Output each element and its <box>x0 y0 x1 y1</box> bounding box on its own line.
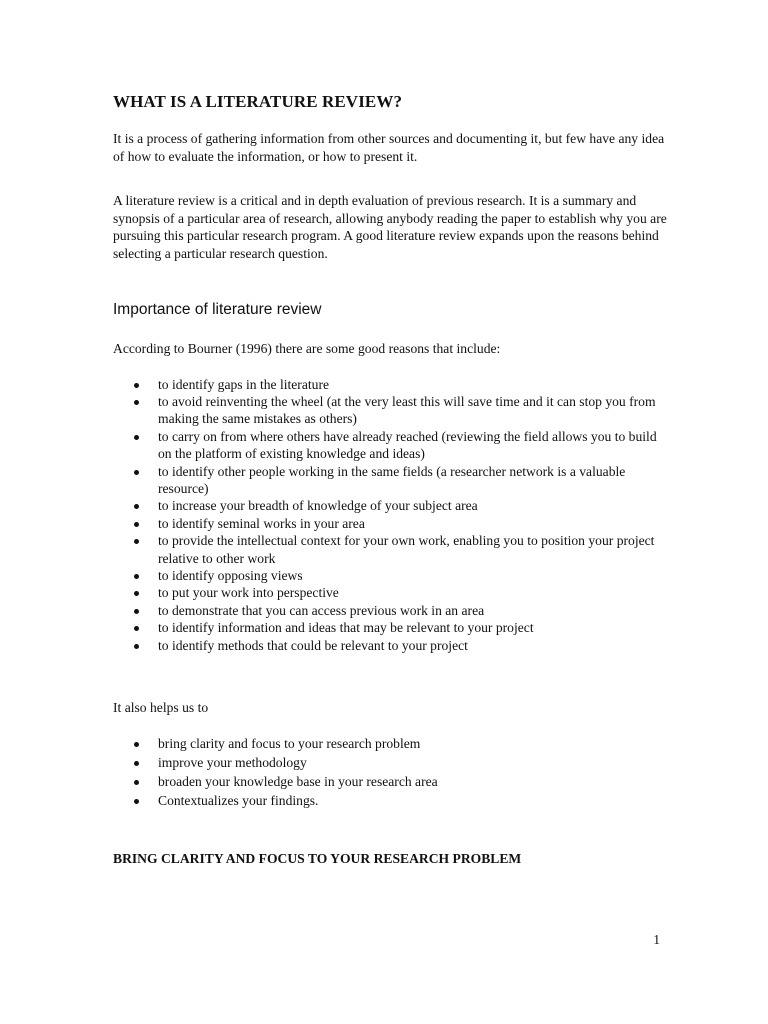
list-item-text: to identify opposing views <box>158 567 303 583</box>
list-item-text: broaden your knowledge base in your research area <box>158 773 438 789</box>
bullet-icon <box>134 470 139 475</box>
list-item-text: to put your work into perspective <box>158 585 339 601</box>
bullet-icon <box>134 574 139 579</box>
bullet-icon <box>134 799 139 804</box>
list-item-text: to demonstrate that you can access previous work in an area <box>158 602 485 618</box>
page-number: 1 <box>653 932 660 947</box>
list-item <box>113 602 673 619</box>
intro-paragraph: It is a process of gathering information from other sources and documenting it, but few have any idea of how to evaluate the information, or how to present it. <box>113 131 665 164</box>
list-item-text: Contextualizes your findings. <box>158 792 319 808</box>
document-title: WHAT IS A LITERATURE REVIEW? <box>113 92 403 111</box>
list-item <box>113 734 673 753</box>
list-item <box>113 791 673 810</box>
list-item <box>113 637 673 654</box>
list-item <box>113 567 673 584</box>
list-item <box>113 619 673 636</box>
list-item-text: to provide the intellectual context for your own work, enabling you to position your project relative to other work <box>158 533 655 566</box>
bullet-icon <box>134 504 139 509</box>
bullet-icon <box>134 644 139 649</box>
list-item-text: to identify seminal works in your area <box>158 515 365 531</box>
bullet-icon <box>134 522 139 527</box>
list-item <box>113 428 673 463</box>
bullet-icon <box>134 609 139 614</box>
list-item <box>113 584 673 601</box>
bullet-icon <box>134 383 139 388</box>
list-item <box>113 393 673 428</box>
list-item <box>113 753 673 772</box>
list-item <box>113 515 673 532</box>
importance-heading: Importance of literature review <box>113 301 322 318</box>
list-item <box>113 532 673 567</box>
helps-list <box>113 734 673 810</box>
bullet-icon <box>134 591 139 596</box>
list-item-text: to avoid reinventing the wheel (at the very least this will save time and it can stop you from making the same mistakes as others) <box>158 393 656 427</box>
helps-intro: It also helps us to <box>113 700 209 715</box>
list-item <box>113 463 673 498</box>
list-item-text: to identify methods that could be relevant to your project <box>158 637 468 653</box>
document-body <box>113 92 673 868</box>
list-item <box>113 772 673 791</box>
list-item-text: to identify other people working in the same fields (a researcher network is a valuable resource) <box>158 463 626 496</box>
bullet-icon <box>134 400 139 405</box>
list-item <box>113 497 673 514</box>
definition-paragraph: A literature review is a critical and in depth evaluation of previous research. It is a summary and synopsis of a particular area of research, allowing anybody reading the paper to establish why you are pursuing this particular research program. A good literature review expands upon the reasons behind selecting a particular research question. <box>113 193 667 261</box>
list-item <box>113 376 673 393</box>
bullet-icon <box>134 761 139 766</box>
section-heading: BRING CLARITY AND FOCUS TO YOUR RESEARCH PROBLEM <box>113 850 522 866</box>
importance-intro: According to Bourner (1996) there are some good reasons that include: <box>113 341 501 356</box>
reasons-list <box>113 376 673 655</box>
bullet-icon <box>134 742 139 747</box>
bullet-icon <box>134 780 139 785</box>
bullet-icon <box>134 435 139 440</box>
list-item-text: to identify gaps in the literature <box>158 376 330 392</box>
bullet-icon <box>134 626 139 631</box>
list-item-text: to carry on from where others have already reached (reviewing the field allows you to build on the platform of existing knowledge and ideas) <box>158 428 657 462</box>
bullet-icon <box>134 539 139 544</box>
list-item-text: to increase your breadth of knowledge of your subject area <box>158 498 478 514</box>
list-item-text: bring clarity and focus to your research problem <box>158 735 421 751</box>
list-item-text: to identify information and ideas that may be relevant to your project <box>158 620 534 636</box>
list-item-text: improve your methodology <box>158 754 307 770</box>
